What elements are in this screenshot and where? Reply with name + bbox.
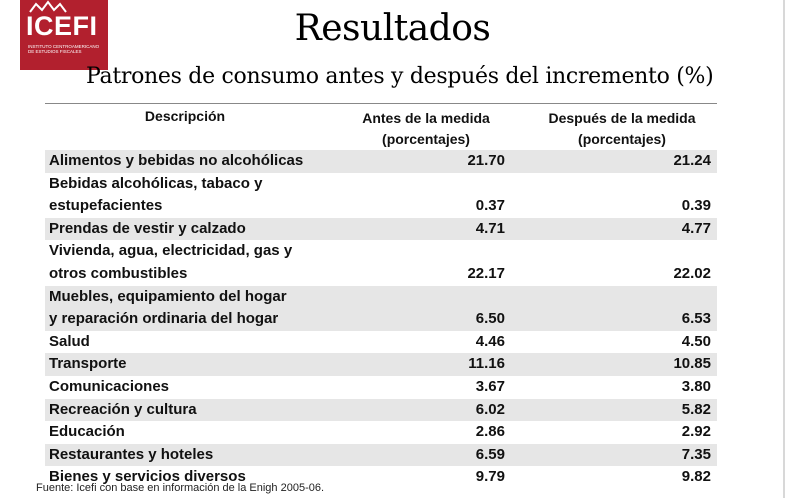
row-after-value: 5.82 [681,400,711,418]
header-before [325,104,527,150]
row-before-value: 6.59 [475,445,505,463]
row-description: Educación [49,423,125,441]
row-before-value: 11.16 [468,355,505,373]
row-before-value: 4.46 [475,332,505,350]
consumption-table [45,104,717,489]
row-after-value: 4.77 [681,219,711,237]
table-header [45,104,717,150]
row-before-value: 3.67 [475,377,505,395]
row-description: Restaurantes y hoteles [49,445,214,463]
logo-subtext: INSTITUTO CENTROAMERICANO DE ESTUDIOS FISCALES [28,44,100,54]
row-after-value: 0.39 [681,197,711,215]
row-description: Bienes y servicios diversos [49,468,246,486]
row-before-value: 0.37 [475,197,505,215]
row-after-value: 6.53 [681,310,711,328]
table-body [45,150,717,489]
row-after-value: 21.24 [673,152,711,169]
header-after [527,104,717,150]
logo-text: ICEFI [26,11,98,41]
table-row [45,240,717,285]
header-after-line2: (porcentajes) [578,131,666,147]
page-title: Resultados [294,8,491,49]
table-row [45,173,717,218]
row-after-value: 4.50 [681,332,711,350]
row-before-value: 9.79 [475,468,505,486]
table-row [45,218,717,241]
row-before-value: 6.50 [475,310,505,328]
header-before-line1: Antes de la medida [362,110,490,126]
page-subtitle: Patrones de consumo antes y después del incremento (%) [86,64,714,89]
row-description: Transporte [49,355,127,373]
row-description: Bebidas alcohólicas, tabaco y estupefacientes [49,174,263,215]
row-description: Vivienda, agua, electricidad, gas y otros combustibles [49,242,293,282]
row-after-value: 22.02 [673,264,711,282]
row-description: Recreación y cultura [49,400,197,418]
row-before-value: 6.02 [475,400,505,418]
source-note: Fuente: Icefi con base en información de la Enigh 2005-06. [36,482,325,494]
row-before-value: 21.70 [467,152,505,169]
row-description: Muebles, equipamiento del hogar y reparación ordinaria del hogar [49,287,287,328]
table-row [45,331,717,354]
row-before-value: 2.86 [475,423,505,441]
header-description: Descripción [144,108,226,124]
row-description: Prendas de vestir y calzado [49,219,246,237]
table-row [45,286,717,331]
header-after-line1: Después de la medida [548,110,696,126]
row-before-value: 4.71 [475,219,505,237]
table-row [45,376,717,399]
table-row [45,444,717,467]
header-before-line2: (porcentajes) [382,131,470,147]
table-row [45,399,717,422]
row-after-value: 2.92 [681,423,711,441]
row-description: Comunicaciones [49,377,170,395]
row-description: Alimentos y bebidas no alcohólicas [49,152,304,169]
row-description: Salud [49,332,90,350]
row-after-value: 10.85 [673,355,711,373]
row-before-value: 22.17 [467,264,505,282]
row-after-value: 7.35 [681,445,711,463]
table-row [45,421,717,444]
row-after-value: 9.82 [681,468,711,486]
row-after-value: 3.80 [681,377,711,395]
table-row [45,150,717,173]
table-row [45,353,717,376]
